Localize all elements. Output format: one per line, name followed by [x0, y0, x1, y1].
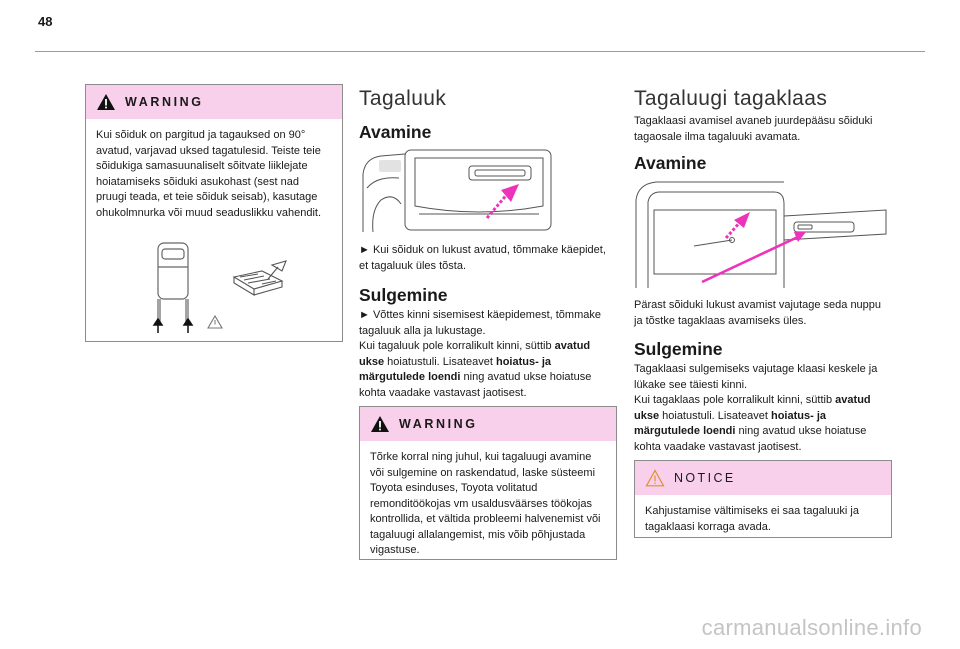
open-rear-doors-illustration: [136, 237, 296, 333]
rear-window-opening-illustration: [634, 180, 888, 290]
section-title-tagaklaas: Tagaluugi tagaklaas: [634, 87, 828, 110]
section-title-tagaluuk: Tagaluuk: [359, 87, 447, 110]
warning-box-tailgate: [359, 406, 617, 560]
paragraph-tagaluuk-sulgemine-line2: [359, 339, 617, 401]
text-part: ning avatud ukse hoiatuse kohta vaadake vastavast jaotisest.: [359, 371, 592, 399]
warning-triangle-icon: [96, 93, 116, 111]
text-part: Kui tagaklaas pole korralikult kinni, süttib: [634, 394, 836, 406]
heading-avamine-tagaluuk: Avamine: [359, 122, 432, 142]
warning-label: WARNING: [399, 417, 478, 431]
heading-sulgemine-tagaluuk: Sulgemine: [359, 285, 448, 305]
text-part: ning avatud ukse hoiatuse kohta vaadake vastavast jaotisest.: [634, 425, 867, 453]
warning-triangle-icon: [370, 415, 390, 433]
text-part: hoiatustuli. Lisateavet: [384, 355, 496, 368]
paragraph-tagaklaas-sulgemine-line1: Tagaklaasi sulgemiseks vajutage klaasi keskele ja lükake see täiesti kinni.: [634, 363, 878, 391]
heading-avamine-tagaklaas: Avamine: [634, 153, 707, 173]
bold-avatud-ukse: avatud ukse: [359, 340, 591, 368]
warning-header: [86, 85, 342, 119]
tailgate-opening-illustration: [359, 148, 555, 234]
text-part: Kui tagaluuk pole korralikult kinni, süttib: [359, 340, 555, 352]
notice-box-rear-window: [634, 460, 892, 538]
text-part: hoiatustuli. Lisateavet: [659, 409, 771, 422]
warning-box-parking: [85, 84, 343, 342]
notice-triangle-icon: [645, 469, 665, 487]
notice-label: NOTICE: [674, 471, 736, 485]
paragraph-tagaklaas-intro: Tagaklaasi avamisel avaneb juurdepääsu sõiduki tagaosale ilma tagaluuki avamata.: [634, 115, 873, 143]
bold-hoiatus-ja-margutulede-loendi: hoiatus- ja märgutulede loendi: [634, 409, 826, 437]
warning-text: Kui sõiduk on pargitud ja tagauksed on 90° avatud, varjavad uksed tagatulesid. Teiste teie sõidukiga samasuunaliselt sõitvate liiklejate hoiatamiseks sõiduki asukohast (sest nad pruugi teada, et teie sõiduk seisab), kasutage ohukolmnurka või muud seaduslikku vahendit.: [96, 129, 322, 219]
paragraph-tagaklaas-sulgemine: [634, 362, 892, 455]
warning-text: Tõrke korral ning juhul, kui tagaluugi avamine või sulgemine on raskendatud, laske süsteemi Toyota esinduses, Toyota volitatud remonditöökojas vm usaldusväärses töökojas kontrollida, et vältida probleemi halvenemist või tagaluugi allalangemist, mis võib põhjustada vigastuse.: [370, 451, 601, 556]
paragraph-tagaluuk-sulgemine-line1: ► Võttes kinni sisemisest käepidemest, tõmmake tagaluuk alla ja lukustage.: [359, 309, 601, 337]
paragraph-tagaluuk-sulgemine: [359, 308, 617, 401]
paragraph-tagaklaas-avamine: Pärast sõiduki lukust avamist vajutage seda nuppu ja tõstke tagaklaas avamiseks üles.: [634, 299, 882, 327]
notice-text: Kahjustamise vältimiseks ei saa tagaluuki ja tagaklaasi korraga avada.: [645, 505, 859, 533]
watermark: carmanualsonline.info: [701, 615, 922, 640]
header-divider: [35, 51, 925, 52]
notice-header: [635, 461, 891, 495]
bold-hoiatus-ja-margutulede-loendi: hoiatus- ja märgutulede loendi: [359, 355, 551, 383]
page-number: 48: [38, 14, 53, 29]
paragraph-tagaluuk-avamine: ► Kui sõiduk on lukust avatud, tõmmake käepidet, et tagaluuk üles tõsta.: [359, 244, 606, 272]
warning-header: [360, 407, 616, 441]
heading-sulgemine-tagaklaas: Sulgemine: [634, 339, 723, 359]
warning-label: WARNING: [125, 95, 204, 109]
paragraph-tagaklaas-sulgemine-line2: [634, 393, 892, 455]
bold-avatud-ukse: avatud ukse: [634, 394, 871, 422]
